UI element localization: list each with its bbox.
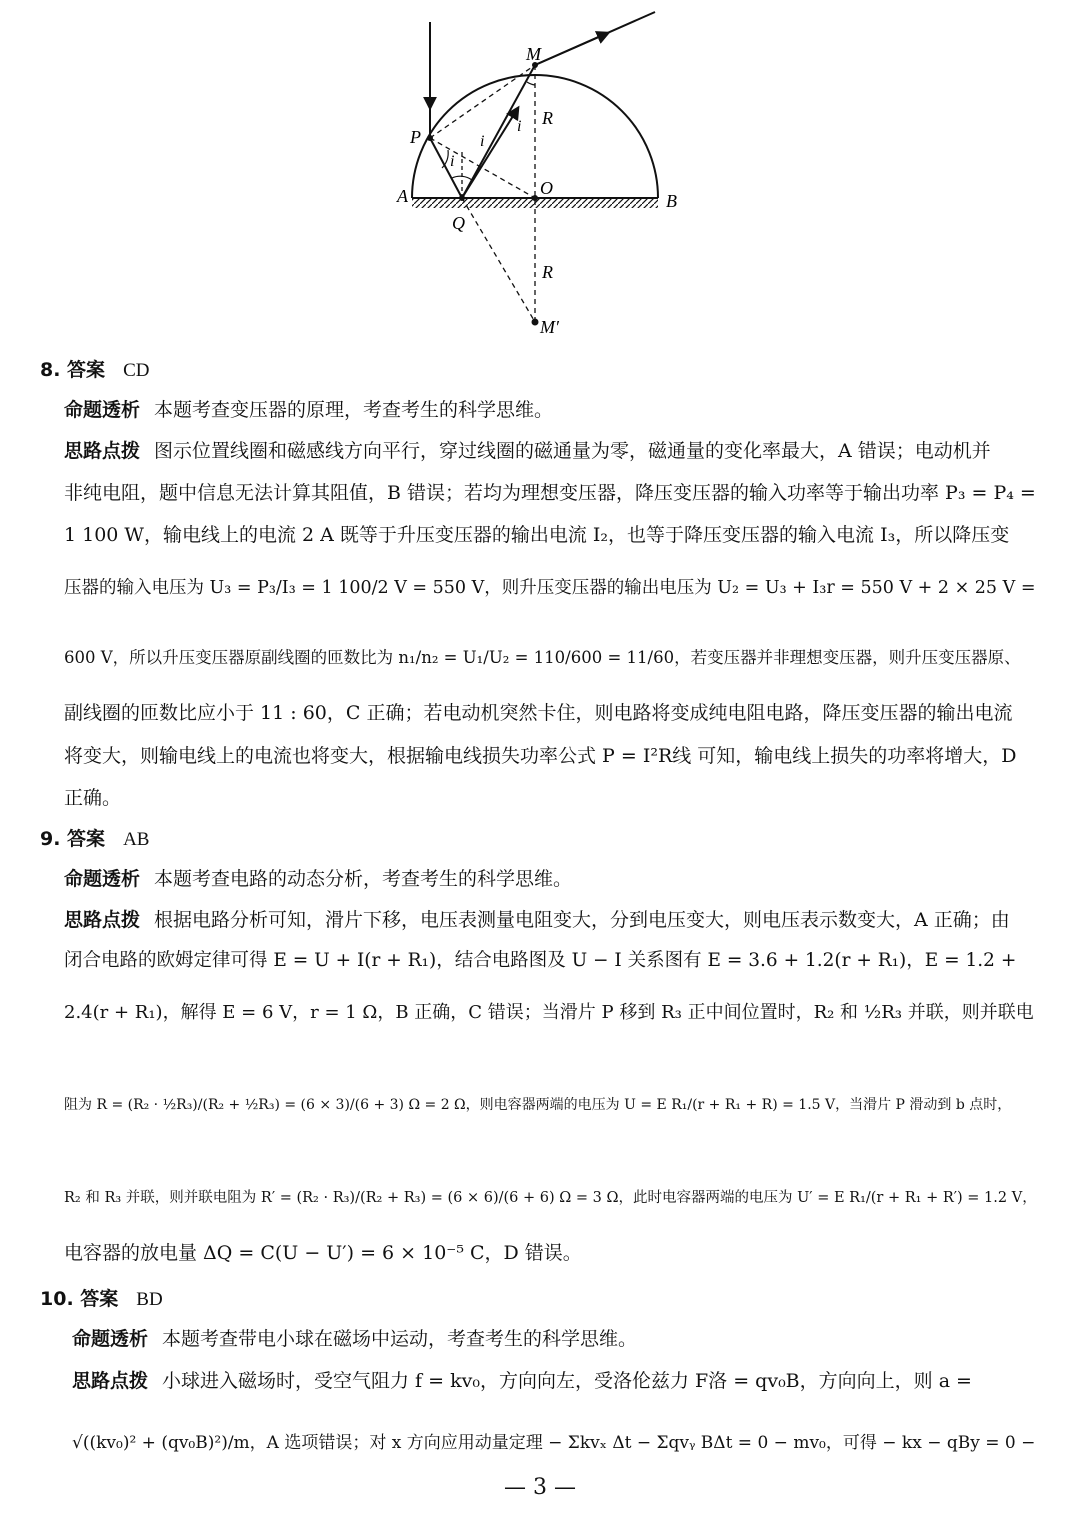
q9-hint-text-3: 阻为 R = (R₂ · ½R₃)/(R₂ + ½R₃) = (6 × 3)/(6 + 3) Ω = 2 Ω，则电容器两端的电压为 U = E R₁/(r + R₁ + R) = 1.5 V，当滑片 P 滑动到 b 点时， <box>64 1097 1012 1113</box>
q9-hint-text-5: 电容器的放电量 ΔQ = C(U − U′) = 6 × 10⁻⁵ C，D 错误。 <box>64 1242 582 1264</box>
page-number: — 3 — <box>504 1475 576 1500</box>
q8-hint-text-5: 副线圈的匝数比应小于 11 : 60，C 正确；若电动机突然卡住，则电路将变成纯电阻电路，降压变压器的输出电流 <box>64 702 1013 724</box>
dash-qm-prime <box>462 198 535 322</box>
label-q: Q <box>452 213 465 233</box>
q10-line-0 <box>72 1368 972 1394</box>
q8-hint-text-1: 非纯电阻，题中信息无法计算其阻值，B 错误；若均为理想变压器，降压变压器的输入功率等于输出功率 P₃ = P₄ = <box>64 482 1036 504</box>
q8-hint-text-0: 图示位置线圈和磁感线方向平行，穿过线圈的磁通量为零，磁通量的变化率最大，A 错误；电动机并 <box>154 440 991 462</box>
q8-analysis <box>64 397 553 423</box>
q10-number: 10. 答案 <box>40 1288 119 1310</box>
point-q <box>459 195 465 201</box>
q9-hint-text-0: 根据电路分析可知，滑片下移，电压表测量电阻变大，分到电压变大，则电压表示数变大，A 正确；由 <box>154 909 1010 931</box>
q9-line-1 <box>64 948 1016 974</box>
ray-q-to-m <box>462 65 535 198</box>
q9-analysis-text: 本题考查电路的动态分析，考查考生的科学思维。 <box>154 868 573 890</box>
q8-analysis-text: 本题考查变压器的原理，考查考生的科学思维。 <box>154 399 554 421</box>
q8-hint-text-7: 正确。 <box>64 787 122 809</box>
q8-hint-text-4: 600 V，所以升压变压器原副线圈的匝数比为 n₁/n₂ = U₁/U₂ = 110/600 = 11/60，若变压器并非理想变压器，则升压变压器原、 <box>64 648 1021 667</box>
q10-analysis-text: 本题考查带电小球在磁场中运动，考查考生的科学思维。 <box>162 1328 638 1350</box>
q10-analysis-label: 命题透析 <box>72 1328 149 1350</box>
exit-ray-arrow <box>535 33 608 65</box>
label-b: B <box>666 191 677 211</box>
label-i-m: i <box>517 118 522 135</box>
q9-analysis-label: 命题透析 <box>64 868 141 890</box>
label-m: M <box>526 44 541 64</box>
label-o: O <box>540 178 553 198</box>
q10-header <box>40 1284 163 1311</box>
q8-hint-label: 思路点拨 <box>64 440 141 462</box>
q10-hint-label: 思路点拨 <box>72 1370 149 1392</box>
q10-hint-text-1: √((kv₀)² + (qv₀B)²)/m，A 选项错误；对 x 方向应用动量定理 − Σkvₓ Δt − Σqvᵧ BΔt = 0 − mv₀，可得 − kx − qBy = 0 − <box>72 1433 1036 1453</box>
ray-q-to-m-arrow <box>462 108 518 198</box>
q10-hint-text-0: 小球进入磁场时，受空气阻力 f = kv₀，方向向左，受洛伦兹力 F洛 = qv₀B，方向向上，则 a = <box>162 1370 972 1392</box>
q8-number: 8. 答案 <box>40 359 106 381</box>
q8-line-3 <box>64 575 1036 601</box>
q9-line-5 <box>64 1240 582 1266</box>
point-m-prime <box>532 319 539 326</box>
q8-line-5 <box>64 700 1012 726</box>
q8-line-0 <box>64 438 991 464</box>
q9-number: 9. 答案 <box>40 828 106 850</box>
label-a: A <box>397 186 408 206</box>
q9-line-2 <box>64 1000 1034 1026</box>
q9-hint-text-4: R₂ 和 R₃ 并联，则并联电阻为 R′ = (R₂ · R₃)/(R₂ + R₃) = (6 × 6)/(6 + 6) Ω = 3 Ω，此时电容器两端的电压为 U′ = E R₁/(r + R₁ + R′) = 1.2 V， <box>64 1190 1037 1206</box>
q9-line-3 <box>64 1092 1011 1118</box>
q10-line-1 <box>72 1430 1035 1456</box>
q10-answer: BD <box>136 1289 163 1310</box>
q9-line-4 <box>64 1185 1037 1211</box>
q9-hint-text-2: 2.4(r + R₁)，解得 E = 6 V，r = 1 Ω，B 正确，C 错误；当滑片 P 移到 R₃ 正中间位置时，R₂ 和 ½R₃ 并联，则并联电 <box>64 1002 1034 1023</box>
q9-answer: AB <box>123 829 150 850</box>
label-i-q: i <box>450 153 455 170</box>
q8-line-7 <box>64 785 121 811</box>
label-r-upper: R <box>542 108 553 128</box>
point-p <box>427 135 433 141</box>
q8-answer: CD <box>123 360 150 381</box>
label-i-p: i <box>480 133 485 150</box>
angle-arc-m <box>527 82 535 85</box>
label-r-lower: R <box>542 262 553 282</box>
point-o <box>532 195 538 201</box>
q9-header <box>40 824 149 851</box>
q8-line-6 <box>64 743 1017 769</box>
q8-analysis-label: 命题透析 <box>64 399 141 421</box>
optics-diagram <box>390 0 690 345</box>
q9-hint-label: 思路点拨 <box>64 909 141 931</box>
q9-line-0 <box>64 907 1010 933</box>
label-m-prime: M′ <box>540 317 559 337</box>
q10-analysis <box>72 1326 637 1352</box>
q9-analysis <box>64 866 572 892</box>
q8-line-2 <box>64 522 1009 548</box>
q9-hint-text-1: 闭合电路的欧姆定律可得 E = U + I(r + R₁)，结合电路图及 U − I 关系图有 E = 3.6 + 1.2(r + R₁)，E = 1.2 + <box>64 950 1017 971</box>
q8-hint-text-2: 1 100 W，输电线上的电流 2 A 既等于升压变压器的输出电流 I₂，也等于降压变压器的输入电流 I₃，所以降压变 <box>64 524 1010 546</box>
label-p: P <box>410 127 421 147</box>
q8-hint-text-6: 将变大，则输电线上的电流也将变大，根据输电线损失功率公式 P = I²R线 可知，输电线上损失的功率将增大，D <box>64 745 1017 767</box>
q8-hint-text-3: 压器的输入电压为 U₃ = P₃/I₃ = 1 100/2 V = 550 V，则升压变压器的输出电压为 U₂ = U₃ + I₃r = 550 V + 2 × 25 V = <box>64 578 1036 598</box>
q8-line-4 <box>64 645 1021 671</box>
q8-header <box>40 355 149 382</box>
q8-line-1 <box>64 480 1036 506</box>
